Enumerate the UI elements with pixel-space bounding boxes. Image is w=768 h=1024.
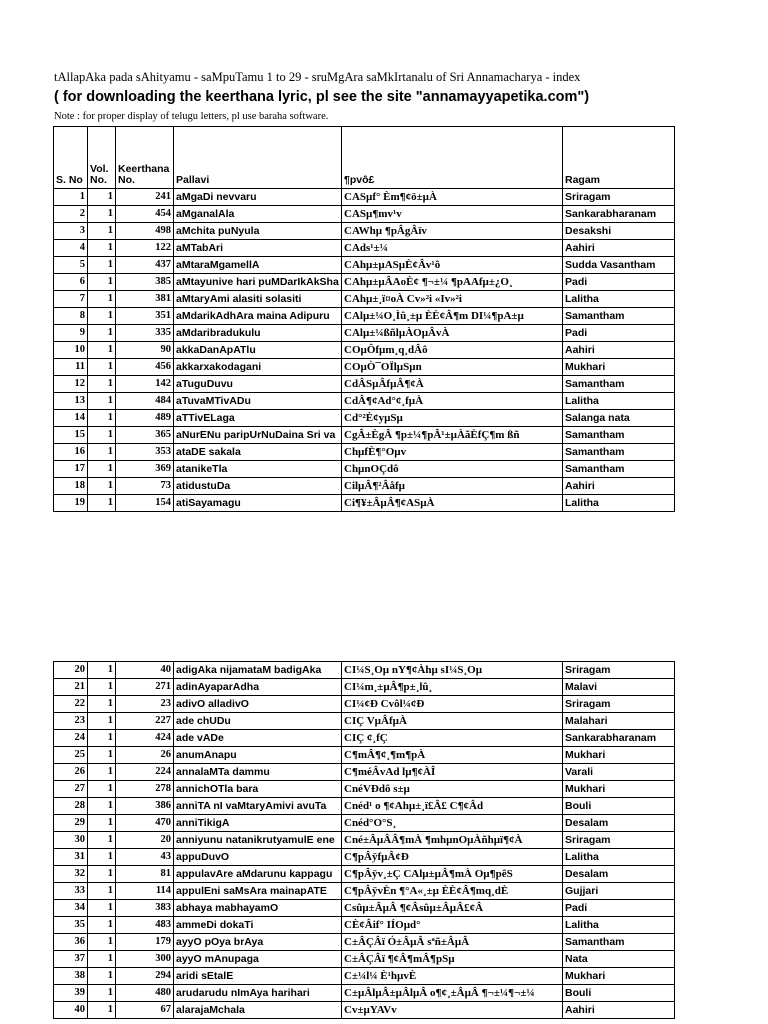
cell-ragam: Lalitha [563,495,675,512]
cell-ragam: Sriragam [563,832,675,849]
cell-vol: 1 [88,985,116,1002]
table-row [54,849,675,866]
note-text: Note : for proper display of telugu letters, pl use baraha software. [54,111,329,122]
cell-sno: 4 [54,240,88,257]
cell-keerthana-no: 73 [116,478,174,495]
cell-telugu: Csûµ±ÂµÂ ¶¢Âsûµ±ÂµÂ£¢Â [342,900,563,917]
cell-keerthana-no: 241 [116,189,174,206]
cell-vol: 1 [88,713,116,730]
cell-ragam: Mukhari [563,359,675,376]
cell-pallavi: aMtaraMgamellA [174,257,342,274]
table-row [54,696,675,713]
cell-keerthana-no: 179 [116,934,174,951]
cell-sno: 22 [54,696,88,713]
table-row [54,900,675,917]
table-row [54,308,675,325]
index-table-2 [53,661,675,1019]
cell-pallavi: anumAnapu [174,747,342,764]
cell-sno: 10 [54,342,88,359]
document-title: tAllapAka pada sAhityamu - saMpuTamu 1 to 29 - sruMgAra saMkIrtanalu of Sri Annamacharya - index [54,70,581,84]
cell-telugu: C¶pÂÿfµÂ¢Ð [342,849,563,866]
cell-telugu: Cv±µYAVv [342,1002,563,1019]
cell-vol: 1 [88,696,116,713]
cell-pallavi: abhaya mabhayamO [174,900,342,917]
cell-telugu: ChµnOÇdô [342,461,563,478]
table-row [54,730,675,747]
cell-pallavi: appuDuvO [174,849,342,866]
cell-ragam: Padi [563,325,675,342]
cell-ragam: Samantham [563,376,675,393]
cell-keerthana-no: 278 [116,781,174,798]
cell-ragam: Desalam [563,815,675,832]
cell-ragam: Varali [563,764,675,781]
cell-ragam: Lalitha [563,393,675,410]
cell-keerthana-no: 40 [116,662,174,679]
cell-pallavi: aMganalAla [174,206,342,223]
cell-pallavi: atanikeTla [174,461,342,478]
table-row [54,832,675,849]
cell-pallavi: akkaDanApATlu [174,342,342,359]
cell-keerthana-no: 484 [116,393,174,410]
cell-telugu: CAhµ±¸ï¤oÀ Cv»²i «Iv»²i [342,291,563,308]
cell-vol: 1 [88,832,116,849]
cell-ragam: Sriragam [563,189,675,206]
table-row [54,815,675,832]
cell-pallavi: aMchita puNyula [174,223,342,240]
cell-pallavi: annalaMTa dammu [174,764,342,781]
cell-ragam: Mukhari [563,747,675,764]
cell-vol: 1 [88,495,116,512]
cell-vol: 1 [88,189,116,206]
cell-ragam: Lalitha [563,849,675,866]
cell-keerthana-no: 498 [116,223,174,240]
cell-vol: 1 [88,798,116,815]
cell-keerthana-no: 353 [116,444,174,461]
cell-sno: 25 [54,747,88,764]
cell-keerthana-no: 480 [116,985,174,1002]
cell-pallavi: adinAyaparAdha [174,679,342,696]
cell-telugu: CAWhµ ¶pÂgÂïv [342,223,563,240]
cell-keerthana-no: 23 [116,696,174,713]
cell-telugu: CI¼m¸±µÂ¶p±¸lû¸ [342,679,563,696]
table-row [54,393,675,410]
cell-vol: 1 [88,968,116,985]
cell-pallavi: alarajaMchala [174,1002,342,1019]
table-row [54,883,675,900]
cell-keerthana-no: 424 [116,730,174,747]
cell-pallavi: aTuguDuvu [174,376,342,393]
cell-ragam: Mukhari [563,781,675,798]
table-row [54,444,675,461]
cell-sno: 7 [54,291,88,308]
cell-telugu: CnéVÐdô s±µ [342,781,563,798]
cell-vol: 1 [88,393,116,410]
cell-vol: 1 [88,900,116,917]
cell-sno: 13 [54,393,88,410]
cell-sno: 21 [54,679,88,696]
cell-ragam: Aahiri [563,478,675,495]
cell-pallavi: ayyO pOya brAya [174,934,342,951]
cell-ragam: Salanga nata [563,410,675,427]
cell-vol: 1 [88,849,116,866]
cell-keerthana-no: 224 [116,764,174,781]
table-body-2 [54,662,675,1019]
cell-pallavi: aMgaDi nevvaru [174,189,342,206]
table-row [54,934,675,951]
cell-telugu: Ci¶¥±ÂµÂ¶¢ASµÀ [342,495,563,512]
cell-sno: 3 [54,223,88,240]
cell-ragam: Malahari [563,713,675,730]
cell-vol: 1 [88,223,116,240]
cell-telugu: ChµfÈ¶°Oµv [342,444,563,461]
header-keerthana: Keerthana No. [116,127,174,189]
cell-vol: 1 [88,747,116,764]
cell-pallavi: ade chUDu [174,713,342,730]
cell-pallavi: ayyO mAnupaga [174,951,342,968]
cell-pallavi: akkarxakodagani [174,359,342,376]
table-body-1 [54,189,675,512]
cell-sno: 12 [54,376,88,393]
cell-vol: 1 [88,410,116,427]
table-row [54,240,675,257]
cell-keerthana-no: 454 [116,206,174,223]
cell-ragam: Sankarabharanam [563,206,675,223]
cell-vol: 1 [88,291,116,308]
cell-pallavi: annichOTla bara [174,781,342,798]
cell-telugu: CAlµ±¼ßñlµÀOµÂvÀ [342,325,563,342]
cell-telugu: CdÂSµÂfµÂ¶¢À [342,376,563,393]
cell-sno: 1 [54,189,88,206]
cell-keerthana-no: 335 [116,325,174,342]
table-row [54,410,675,427]
cell-keerthana-no: 271 [116,679,174,696]
cell-keerthana-no: 456 [116,359,174,376]
cell-ragam: Bouli [563,985,675,1002]
cell-ragam: Lalitha [563,917,675,934]
table-row [54,342,675,359]
cell-sno: 11 [54,359,88,376]
cell-sno: 40 [54,1002,88,1019]
cell-keerthana-no: 122 [116,240,174,257]
cell-vol: 1 [88,883,116,900]
cell-vol: 1 [88,951,116,968]
cell-telugu: C¶mÂ¶¢¸¶m¶pÀ [342,747,563,764]
cell-keerthana-no: 26 [116,747,174,764]
header-vol: Vol. No. [88,127,116,189]
cell-pallavi: aNurENu paripUrNuDaina Sri va [174,427,342,444]
cell-keerthana-no: 386 [116,798,174,815]
table-row [54,798,675,815]
table-row [54,764,675,781]
cell-telugu: CIÇ VµÂfµÀ [342,713,563,730]
table-row [54,662,675,679]
cell-pallavi: adigAka nijamataM badigAka [174,662,342,679]
header-ragam: Ragam [563,127,675,189]
table-row [54,917,675,934]
cell-telugu: CdÂ¶¢Ad°¢¸fµÀ [342,393,563,410]
cell-ragam: Samantham [563,934,675,951]
cell-sno: 6 [54,274,88,291]
cell-telugu: Cnéd¹ o ¶¢Ahµ±¸ï£Â£ C¶¢Âd [342,798,563,815]
cell-telugu: C¶pÂÿvÈn ¶°A«¸±µ ÈÈ¢Â¶mq¸dÈ [342,883,563,900]
table-row [54,206,675,223]
cell-vol: 1 [88,730,116,747]
cell-keerthana-no: 142 [116,376,174,393]
table-header-row [54,127,675,189]
table-row [54,376,675,393]
cell-pallavi: appulavAre aMdarunu kappagu [174,866,342,883]
cell-keerthana-no: 470 [116,815,174,832]
table-row [54,478,675,495]
cell-telugu: COµÒ¯OÏlµSµn [342,359,563,376]
cell-vol: 1 [88,781,116,798]
cell-ragam: Bouli [563,798,675,815]
download-heading: ( for downloading the keerthana lyric, pl see the site "annamayyapetika.com") [54,89,590,105]
cell-sno: 17 [54,461,88,478]
table-row [54,325,675,342]
cell-keerthana-no: 489 [116,410,174,427]
cell-pallavi: aTuvaMTivADu [174,393,342,410]
table-row [54,291,675,308]
cell-ragam: Gujjari [563,883,675,900]
cell-ragam: Samantham [563,461,675,478]
table-row [54,223,675,240]
cell-sno: 24 [54,730,88,747]
cell-vol: 1 [88,815,116,832]
cell-pallavi: aMdaribradukulu [174,325,342,342]
cell-telugu: COµÔfµm¸q¸dÂô [342,342,563,359]
cell-sno: 15 [54,427,88,444]
cell-vol: 1 [88,240,116,257]
table-row [54,781,675,798]
cell-sno: 16 [54,444,88,461]
cell-vol: 1 [88,308,116,325]
cell-keerthana-no: 43 [116,849,174,866]
cell-telugu: CIÇ ¢¸fÇ [342,730,563,747]
cell-vol: 1 [88,444,116,461]
cell-vol: 1 [88,679,116,696]
header-sno: S. No [54,127,88,189]
cell-ragam: Lalitha [563,291,675,308]
cell-vol: 1 [88,917,116,934]
cell-sno: 28 [54,798,88,815]
table-row [54,257,675,274]
cell-vol: 1 [88,206,116,223]
cell-vol: 1 [88,1002,116,1019]
cell-sno: 29 [54,815,88,832]
cell-pallavi: aMtayunive hari puMDarIkAkSha [174,274,342,291]
cell-sno: 26 [54,764,88,781]
cell-pallavi: anniyunu natanikrutyamulE ene [174,832,342,849]
table-row [54,1002,675,1019]
cell-sno: 8 [54,308,88,325]
cell-telugu: CAds¹±¼ [342,240,563,257]
cell-sno: 5 [54,257,88,274]
cell-telugu: CAhµ±µÂAoÈ¢ ¶¬±¼ ¶pAAfµ±¿O¸ [342,274,563,291]
cell-keerthana-no: 369 [116,461,174,478]
cell-telugu: CgÂ±ÈgÂ ¶p±¼¶pÂ¹±µÀãÈfÇ¶m ßñ [342,427,563,444]
header-telugu: ¶pvô£ [342,127,563,189]
table-row [54,679,675,696]
cell-pallavi: adivO alladivO [174,696,342,713]
cell-pallavi: ammeDi dokaTi [174,917,342,934]
cell-keerthana-no: 351 [116,308,174,325]
header-pallavi: Pallavi [174,127,342,189]
cell-sno: 27 [54,781,88,798]
cell-keerthana-no: 381 [116,291,174,308]
cell-telugu: C¶méÂvAd lµ¶¢ÀÎ [342,764,563,781]
cell-pallavi: arudarudu nImAya harihari [174,985,342,1002]
table-row [54,495,675,512]
cell-vol: 1 [88,325,116,342]
cell-telugu: CÈ¢Âif° IÍOµd° [342,917,563,934]
cell-telugu: CilµÂ¶²Âåfµ [342,478,563,495]
table-row [54,274,675,291]
cell-sno: 39 [54,985,88,1002]
cell-sno: 33 [54,883,88,900]
cell-telugu: Cné±ÂµÂÂ¶mÀ ¶mhµnOµÀñhµï¶¢À [342,832,563,849]
index-table-1 [53,126,675,512]
cell-ragam: Malavi [563,679,675,696]
cell-ragam: Samantham [563,308,675,325]
cell-sno: 38 [54,968,88,985]
cell-ragam: Desakshi [563,223,675,240]
cell-keerthana-no: 300 [116,951,174,968]
cell-ragam: Nata [563,951,675,968]
cell-telugu: CASµf° Èm¶¢ö±µÀ [342,189,563,206]
cell-vol: 1 [88,662,116,679]
table-row [54,713,675,730]
cell-sno: 30 [54,832,88,849]
table-row [54,985,675,1002]
cell-keerthana-no: 20 [116,832,174,849]
table-row [54,189,675,206]
cell-ragam: Padi [563,900,675,917]
cell-vol: 1 [88,359,116,376]
cell-telugu: C¶pÂÿv¸±Ç CAlµ±µÂ¶mÀ Oµ¶pêS [342,866,563,883]
cell-keerthana-no: 385 [116,274,174,291]
cell-telugu: CAhµ±µASµÈ¢Âv¹ô [342,257,563,274]
cell-keerthana-no: 383 [116,900,174,917]
cell-telugu: C±ÂÇÂï ¶¢Â¶mÂ¶pSµ [342,951,563,968]
cell-ragam: Desalam [563,866,675,883]
cell-ragam: Sankarabharanam [563,730,675,747]
cell-keerthana-no: 81 [116,866,174,883]
cell-vol: 1 [88,342,116,359]
cell-keerthana-no: 154 [116,495,174,512]
cell-sno: 34 [54,900,88,917]
cell-sno: 23 [54,713,88,730]
cell-keerthana-no: 294 [116,968,174,985]
cell-pallavi: ade vADe [174,730,342,747]
cell-telugu: C±ÂÇÂï Ó±ÂµÂ sªñ±ÂµÂ [342,934,563,951]
cell-telugu: CASµ¶mv¹v [342,206,563,223]
cell-vol: 1 [88,427,116,444]
cell-ragam: Aahiri [563,240,675,257]
cell-sno: 2 [54,206,88,223]
cell-telugu: CI¼¢Ð Cvôl¼¢Ð [342,696,563,713]
cell-ragam: Sudda Vasantham [563,257,675,274]
cell-sno: 18 [54,478,88,495]
cell-sno: 31 [54,849,88,866]
cell-sno: 32 [54,866,88,883]
cell-keerthana-no: 437 [116,257,174,274]
cell-vol: 1 [88,274,116,291]
cell-ragam: Aahiri [563,342,675,359]
cell-vol: 1 [88,934,116,951]
cell-vol: 1 [88,764,116,781]
cell-ragam: Samantham [563,427,675,444]
cell-pallavi: ataDE sakala [174,444,342,461]
cell-pallavi: aridi sEtalE [174,968,342,985]
cell-pallavi: aMTabAri [174,240,342,257]
cell-ragam: Sriragam [563,662,675,679]
cell-pallavi: atiSayamagu [174,495,342,512]
cell-vol: 1 [88,866,116,883]
cell-vol: 1 [88,257,116,274]
cell-keerthana-no: 67 [116,1002,174,1019]
cell-sno: 36 [54,934,88,951]
table-row [54,359,675,376]
cell-pallavi: anniTA nI vaMtaryAmivi avuTa [174,798,342,815]
cell-keerthana-no: 114 [116,883,174,900]
cell-keerthana-no: 483 [116,917,174,934]
cell-sno: 19 [54,495,88,512]
cell-keerthana-no: 227 [116,713,174,730]
cell-telugu: CI¼S¸Oµ nY¶¢Àhµ sI¼S¸Oµ [342,662,563,679]
cell-pallavi: anniTikigA [174,815,342,832]
cell-pallavi: atidustuDa [174,478,342,495]
cell-sno: 9 [54,325,88,342]
cell-pallavi: aTTivELaga [174,410,342,427]
cell-keerthana-no: 90 [116,342,174,359]
cell-ragam: Aahiri [563,1002,675,1019]
cell-telugu: C±µÂlµÂ±µÂlµÂ o¶¢¸±ÂµÂ ¶¬±¼¶¬±¼ [342,985,563,1002]
cell-sno: 37 [54,951,88,968]
table-row [54,427,675,444]
table-row [54,951,675,968]
cell-telugu: Cd°²È¢yµSµ [342,410,563,427]
table-row [54,968,675,985]
cell-vol: 1 [88,461,116,478]
cell-pallavi: aMtaryAmi alasiti solasiti [174,291,342,308]
cell-telugu: C±¼l¼ È¹hµvÈ [342,968,563,985]
cell-vol: 1 [88,376,116,393]
table-row [54,461,675,478]
cell-ragam: Sriragam [563,696,675,713]
cell-ragam: Samantham [563,444,675,461]
cell-keerthana-no: 365 [116,427,174,444]
cell-sno: 20 [54,662,88,679]
cell-telugu: CAlµ±¼O¸Ìû¸±µ ÈÈ¢Â¶m DI¼¶pA±µ [342,308,563,325]
cell-telugu: Cnéd°O°S¸ [342,815,563,832]
cell-sno: 14 [54,410,88,427]
cell-pallavi: aMdarikAdhAra maina Adipuru [174,308,342,325]
table-row [54,747,675,764]
cell-vol: 1 [88,478,116,495]
table-row [54,866,675,883]
cell-ragam: Mukhari [563,968,675,985]
cell-sno: 35 [54,917,88,934]
cell-pallavi: appulEni saMsAra mainapATE [174,883,342,900]
cell-ragam: Padi [563,274,675,291]
